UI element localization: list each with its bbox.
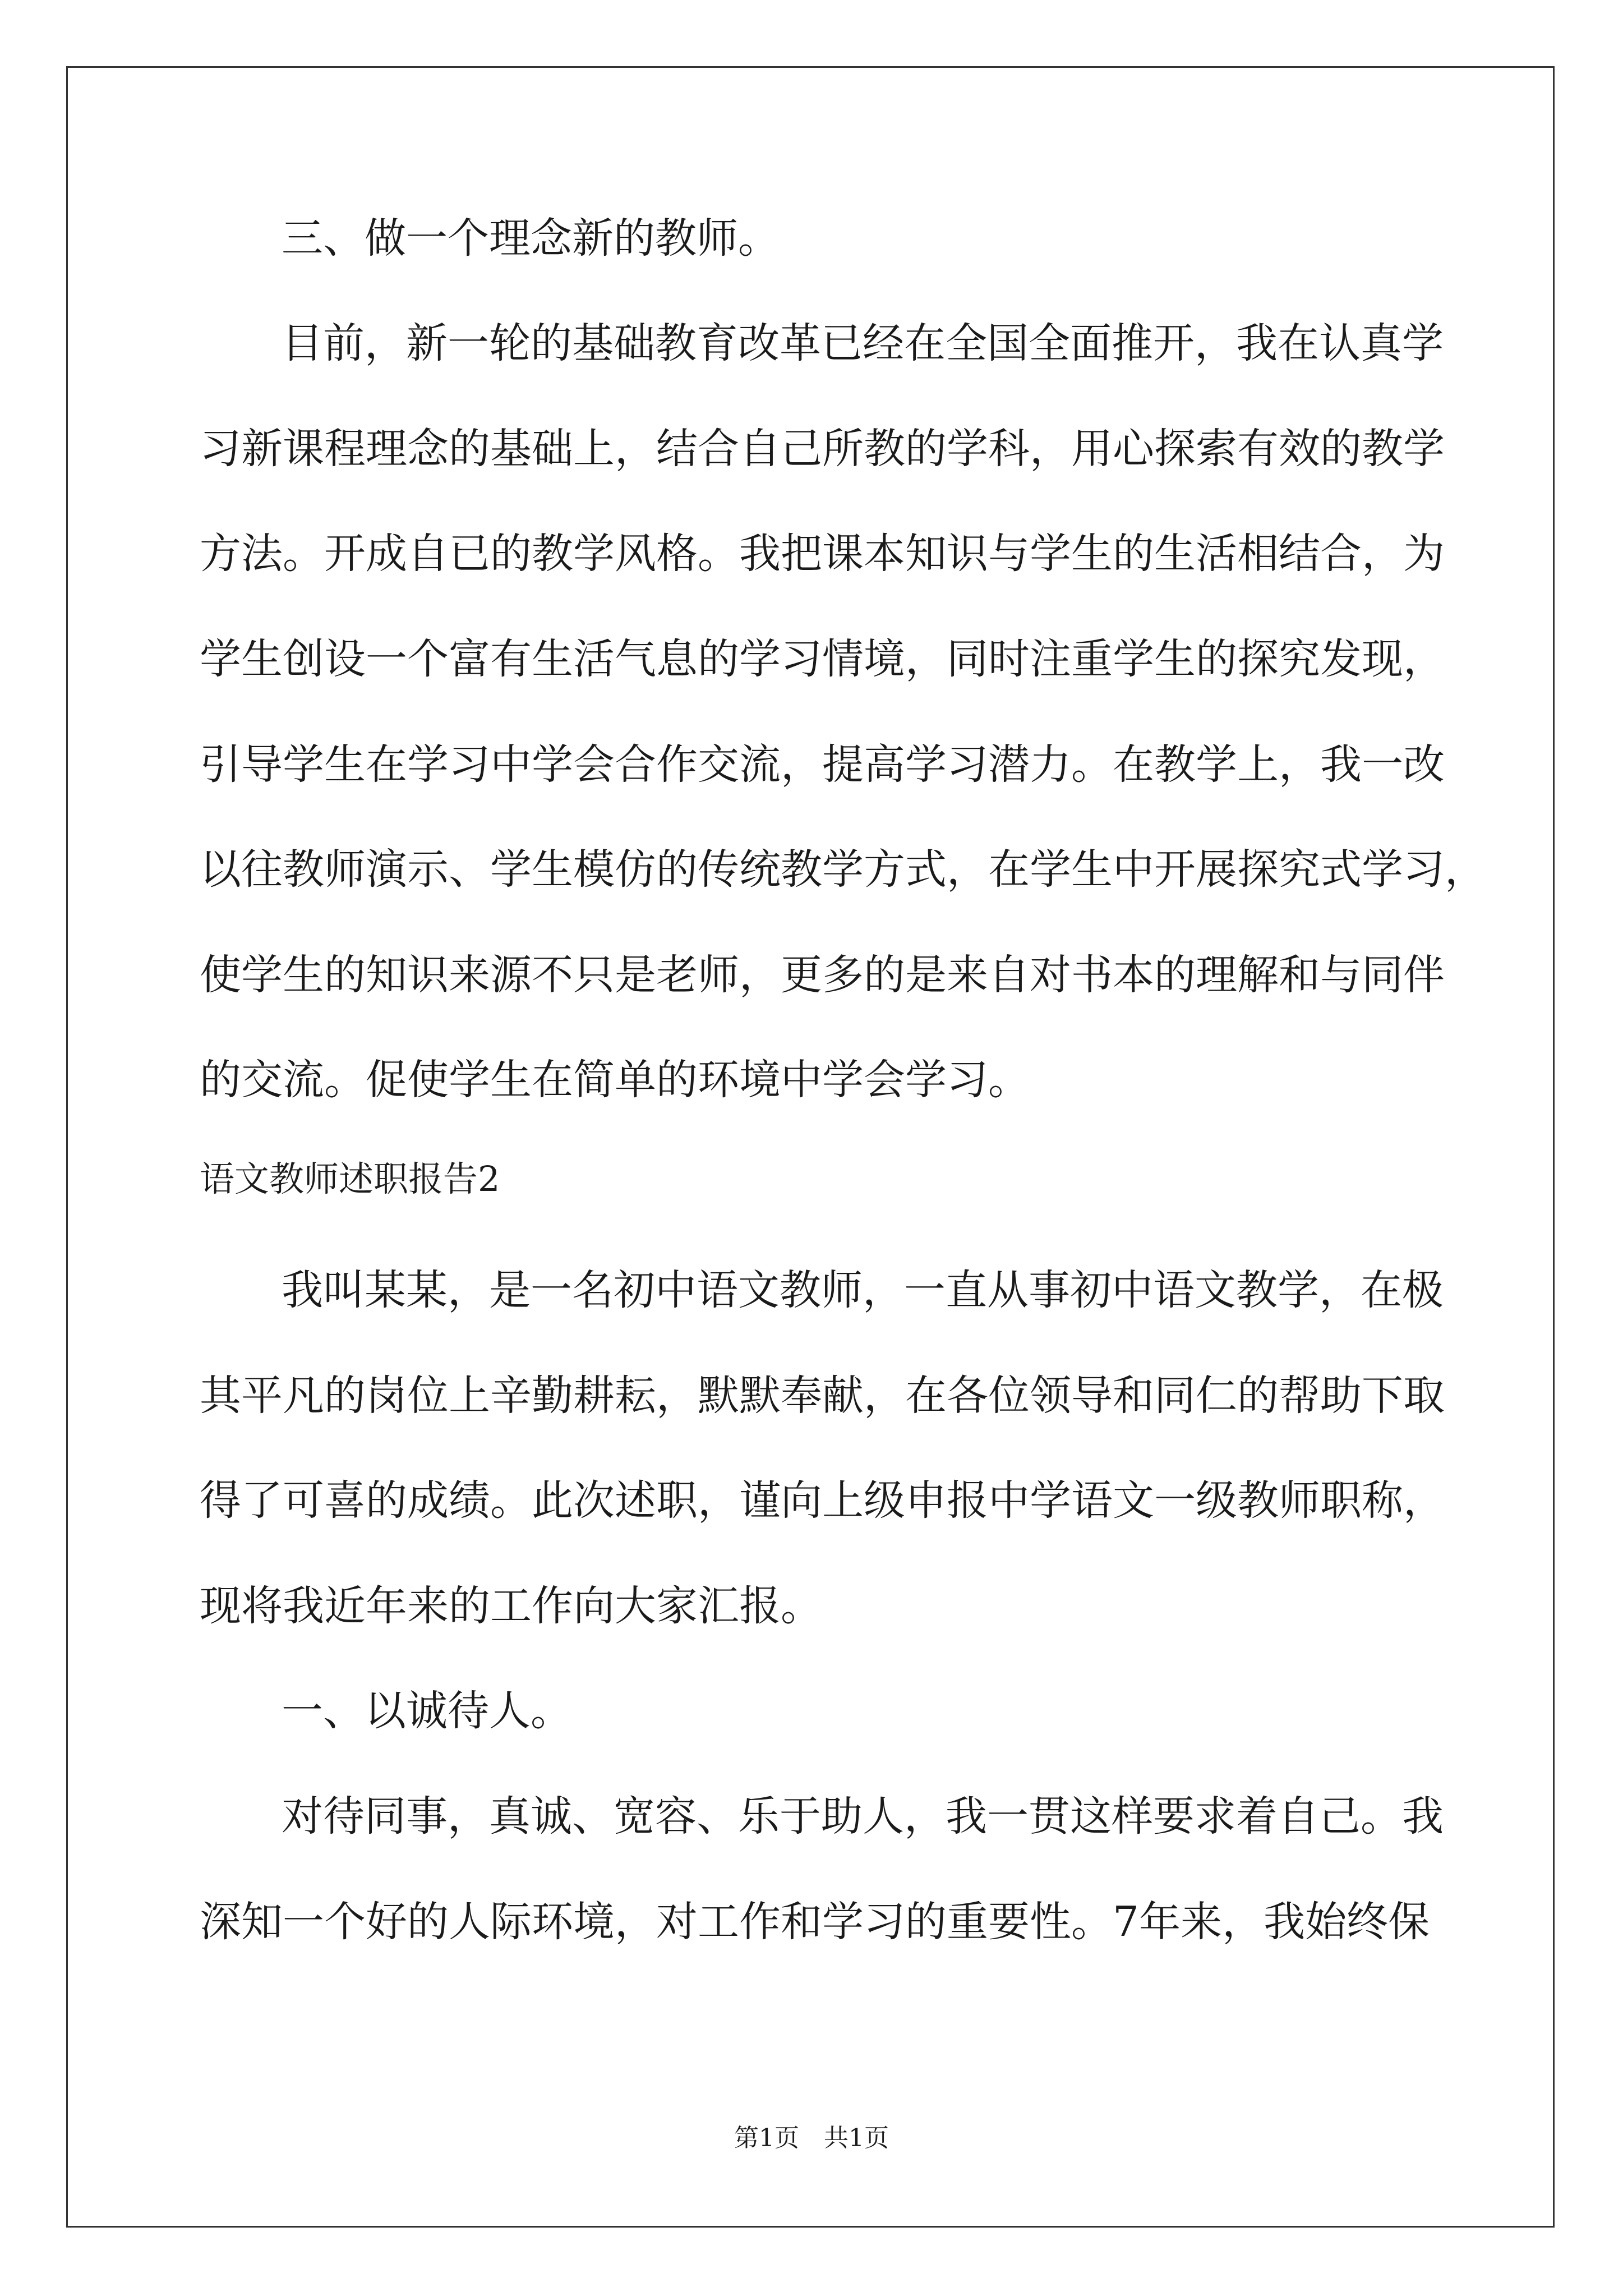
paragraph-line: 学生创设一个富有生活气息的学习情境，同时注重学生的探究发现， (200, 635, 1445, 683)
paragraph-line: 其平凡的岗位上辛勤耕耘，默默奉献，在各位领导和同仁的帮助下取 (200, 1372, 1445, 1420)
paragraph-line: 深知一个好的人际环境，对工作和学习的重要性。7年来，我始终保 (200, 1898, 1430, 1946)
paragraph-line: 以往教师演示、学生模仿的传统教学方式，在学生中开展探究式学习， (200, 845, 1486, 894)
paragraph-line: 现将我近年来的工作向大家汇报。 (200, 1582, 822, 1630)
paragraph-line: 使学生的知识来源不只是老师，更多的是来自对书本的理解和与同伴 (200, 951, 1445, 999)
paragraph-line: 方法。开成自已的教学风格。我把课本知识与学生的生活相结合，为 (200, 530, 1445, 578)
paragraph-line: 对待同事，真诚、宽容、乐于助人，我一贯这样要求着自己。我 (282, 1792, 1444, 1841)
section-heading-line: 三、做一个理念新的教师。 (282, 214, 780, 263)
paragraph-line: 目前，新一轮的基础教育改革已经在全国全面推开，我在认真学 (282, 319, 1444, 367)
paragraph-line: 的交流。促使学生在简单的环境中学会学习。 (200, 1056, 1030, 1104)
paragraph-line: 引导学生在学习中学会合作交流，提高学习潜力。在教学上，我一改 (200, 740, 1445, 789)
section-heading-line: 一、以诚待人。 (282, 1687, 572, 1735)
paragraph-line: 得了可喜的成绩。此次述职，谨向上级申报中学语文一级教师职称， (200, 1476, 1445, 1525)
page-footer: 第1页 共1页 (734, 2124, 889, 2152)
paragraph-line: 习新课程理念的基础上，结合自己所教的学科，用心探索有效的教学 (200, 425, 1445, 473)
report-heading: 语文教师述职报告2 (200, 1158, 500, 1199)
paragraph-line: 我叫某某，是一名初中语文教师，一直从事初中语文教学，在极 (282, 1266, 1444, 1314)
